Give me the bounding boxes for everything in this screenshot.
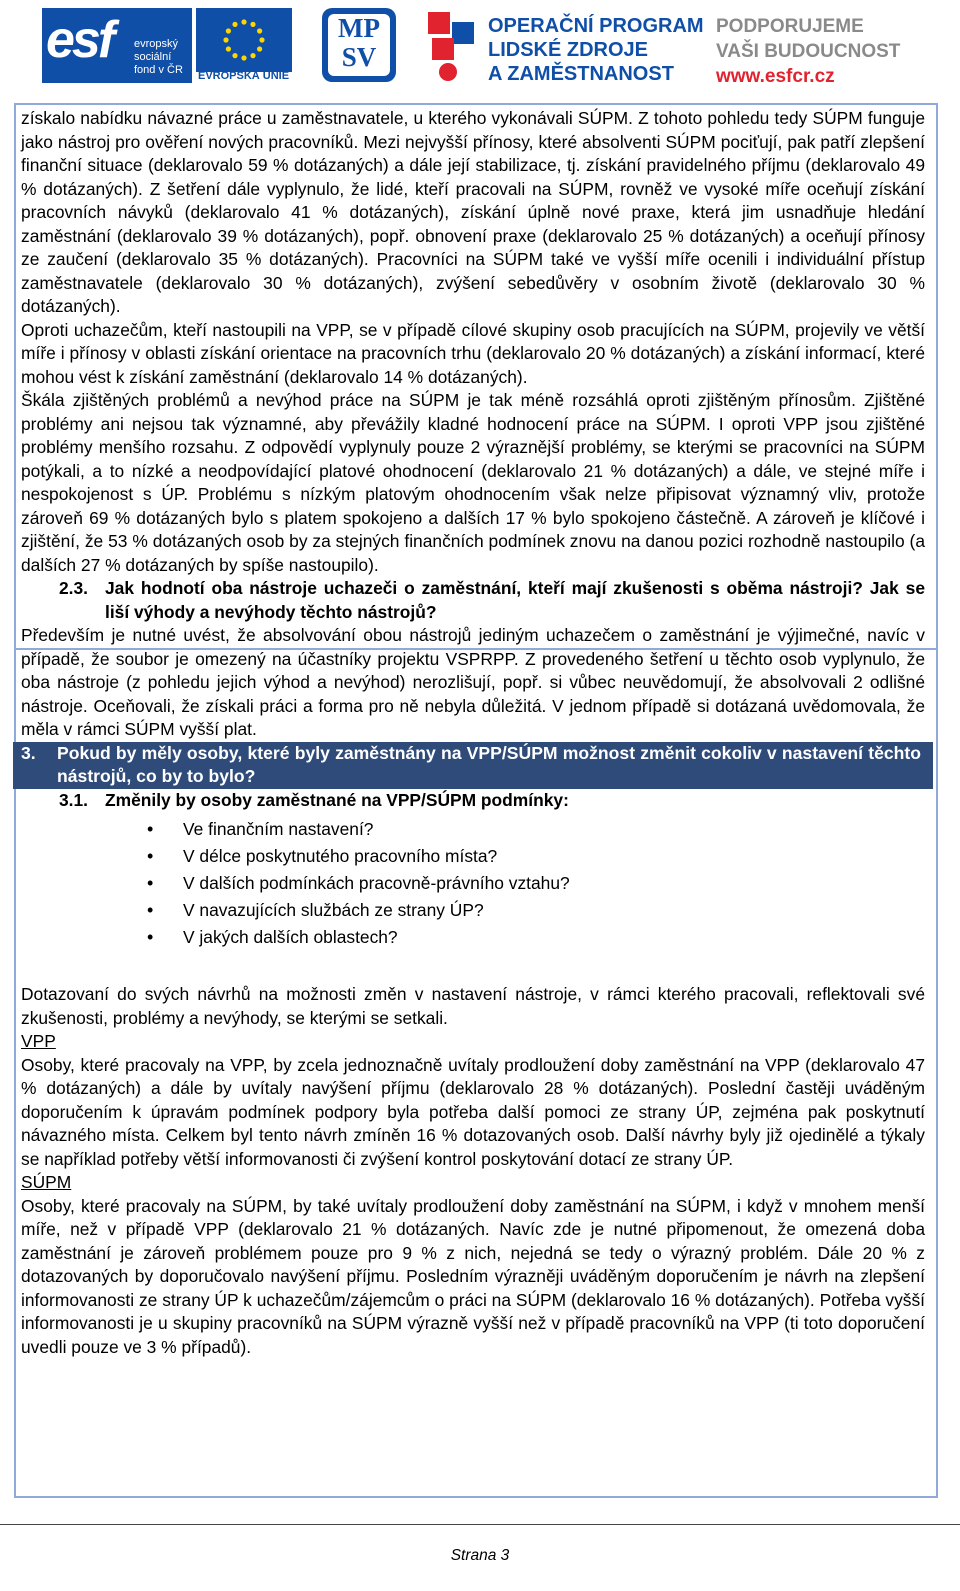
- paragraph-supm-proposals: Osoby, které pracovaly na SÚPM, by také uvítaly prodloužení doby zaměstnání na SÚPM, i když v mnohem menší míře, než v případě VPP (deklarovalo 21 % dotázaných. Navíc zde je nutné připomenout, že omezená doba zaměstnání je zároveň problémem pouze pro 9 % z nich, nejedná se tedy o výrazný problém. Dále 20 % z dotazovaných by doporučovalo navýšení příjmu. Posledním výrazněji uváděným doporučením je návrh na zlepšení informovanosti ze strany ÚP k uchazečům/zájemcům o práci na SÚPM (deklarovalo 16 % dotázaných). Potřeba vyšší informovanosti je u skupiny pracovníků na SÚPM výrazně vyšší než v případě pracovníků na VPP (ti toto doporučení uvedli pouze ve 3 % případů).: [21, 1195, 925, 1357]
- esfcr-support-logo: [716, 14, 900, 89]
- heading-2-3-number: 2.3.: [59, 578, 89, 598]
- esf-logo-caption: [134, 38, 183, 77]
- page-number: Strana 3: [450, 1547, 510, 1564]
- op-line1: OPERAČNÍ PROGRAM: [488, 15, 704, 37]
- heading-3-1: [21, 789, 925, 813]
- op-line2: LIDSKÉ ZDROJE: [488, 39, 649, 61]
- list-item: • V délce poskytnutého pracovního místa?: [21, 843, 925, 870]
- spacer: [21, 961, 925, 983]
- op-lzz-logo-text: [488, 14, 704, 86]
- support-line2: VAŠI BUDOUCNOST: [716, 41, 901, 62]
- heading-3-number: 3.: [21, 742, 36, 763]
- mpsv-line2: SV: [341, 42, 377, 72]
- list-item: • V jakých dalších oblastech?: [21, 924, 925, 951]
- heading-3-1-number: 3.1.: [59, 789, 89, 810]
- heading-3-title: Pokud by měly osoby, které byly zaměstnány na VPP/SÚPM možnost změnit cokoliv v nastavení těchto nástrojů, co by to bylo?: [57, 742, 921, 786]
- support-web: www.esfcr.cz: [716, 66, 835, 87]
- paragraph-supm-problems: Škála zjištěných problémů a nevýhod práce na SÚPM je tak méně rozsáhlá oproti zjištěným přínosům. Zjištěné problémy ani nejsou tak významné, aby převážily kladné hodnocení práce na SÚPM. I oproti VPP jsou zjištěné problémy menšího rozsahu. Z odpovědí vyplynuly pouze 2 výraznější problémy, se kterými se pracovníci na SÚPM potýkali, a to nízké a neodpovídající platové ohodnocení (deklarovalo 21 % dotázaných) a dále, ve stejné míře i nespokojenost s ÚP. Problému s nízkým platovým ohodnocením však nelze připisovat významný vliv, protože zároveň 69 % dotázaných bylo s platem spokojeno a dalších 17 % bylo spokojeno částečně. A zároveň je klíčové i zjištění, že 53 % dotázaných osob by za stejných finančních podmínek znovu na danou pozici rozhodně nastoupilo (a dalších 27 % dotázaných by spíše nastoupilo).: [21, 390, 925, 575]
- op-lzz-logo-icon: [428, 12, 476, 82]
- list-item: • V dalších podmínkách pracovně-právního vztahu?: [21, 870, 925, 897]
- list-item: • Ve finančním nastavení?: [21, 816, 925, 843]
- mpsv-line1: MP: [338, 13, 380, 43]
- eu-flag-logo: [196, 8, 292, 72]
- esf-logo: [42, 8, 192, 83]
- vpp-label: VPP: [21, 1031, 56, 1051]
- esf-caption-line2: sociální: [134, 51, 172, 63]
- heading-2-3-title: Jak hodnotí oba nástroje uchazeči o zaměstnání, kteří mají zkušenosti s oběma nástroji? Jak se liší výhody a nevýhody těchto nástrojů?: [105, 578, 925, 622]
- esf-caption-line3: fond v ČR: [134, 64, 183, 76]
- paragraph-both-tools: Především je nutné uvést, že absolvování obou nástrojů jediným uchazečem o zaměstnání je výjimečné, navíc v případě, že soubor je omezený na účastníky projektu VSPRPP. Z provedeného šetření u těchto osob vyplynulo, že oba nástroje (z pohledu jejich výhod a nevýhod) nerozlišují, popř. si vůbec neuvědomují, že absolvovali 2 odlišné nástroje. Oceňovali, že získali práci a forma pro ně nebyla důležitá. V jednom případě si dotázaná uvědomovala, že měla v rámci SÚPM vyšší plat.: [21, 625, 925, 739]
- esf-logo-mark: esf: [46, 11, 113, 69]
- paragraph-proposals-intro: Dotazovaní do svých návrhů na možnosti změn v nastavení nástroje, v rámci kterého pracovali, reflektovali své zkušenosti, problémy a nevýhody, se kterými se setkali.: [21, 984, 925, 1028]
- support-line1: PODPORUJEME: [716, 16, 864, 37]
- heading-3: [13, 742, 933, 789]
- esf-caption-line1: evropský: [134, 38, 179, 50]
- mpsv-logo: [322, 8, 396, 82]
- paragraph-vpp-proposals: Osoby, které pracovaly na VPP, by zcela jednoznačně uvítaly prodloužení doby zaměstnání na VPP (deklarovalo 47 % dotázaných) a dále by uvítaly navýšení příjmu (deklarovalo 28 % dotázaných). Poslední častěji uváděným doporučením k úpravám podmínek podpory byla potřeba další pomoci ze strany ÚP, zejména pak poskytnutí návazného místa. Celkem byl tento návrh zmíněn 16 % dotazovaných osob. Další návrhy byly již ojedinělé a týkaly se například potřeby větší informovanosti či zvýšení kontrol poskytování dotací ze strany ÚP.: [21, 1054, 925, 1169]
- conditions-bullet-list: [21, 816, 925, 951]
- eu-stars-icon: [196, 8, 292, 72]
- header-logo-bar: [0, 0, 960, 96]
- paragraph-supm-benefits: získalo nabídku návazné práce u zaměstnavatele, u kterého vykonávali SÚPM. Z tohoto pohledu tedy SÚPM funguje jako nástroj pro ověření nových pracovníků. Mezi nejvyšší přínosy, které absolventi SÚPM pociťují, pak patří zlepšení finanční situace (deklarovalo 59 % dotázaných) a dále její stabilizace, tj. získání pravidelného příjmu (deklarovalo 49 % dotázaných). Z šetření dále vyplynulo, že lidé, kteří pracovali na SÚPM, rovněž ve vysoké míře oceňují získání pracovních návyků (deklarovalo 41 % dotázaných), získání úplně nové praxe, která jim usnadňuje hledání zaměstnání (deklarovalo 39 % dotázaných), popř. obnovení praxe (deklarovalo 25 % dotázaných) a oceňují přínosy ze zaučení (deklarovalo 35 % dotázaných). Pracovníci na SÚPM také ve vyšší míře ocenili i individuální přístup zaměstnavatele (deklarovalo 30 % dotázaných), zvýšení sebedůvěry v osobním životě (deklarovalo 30 % dotázaných).: [21, 108, 925, 316]
- supm-label: SÚPM: [21, 1172, 72, 1192]
- mpsv-logo-text: [328, 14, 390, 76]
- op-line3: A ZAMĚSTNANOST: [488, 63, 674, 85]
- footer-divider: [0, 1524, 960, 1525]
- paragraph-supm-vs-vpp: Oproti uchazečům, kteří nastoupili na VPP, se v případě cílové skupiny osob pracujících na SÚPM, projevily ve větší míře i přínosy v oblasti získání orientace na pracovních trhu (deklarovalo 20 % dotázaných) a získání informací, které mohou vést k získání zaměstnání (deklarovalo 14 % dotázaných).: [21, 319, 925, 387]
- list-item: • V navazujících službách ze strany ÚP?: [21, 897, 925, 924]
- document-body: [21, 107, 925, 1359]
- heading-2-3: [21, 577, 925, 624]
- eu-logo-caption: EVROPSKÁ UNIE: [198, 70, 290, 82]
- heading-3-1-title: Změnily by osoby zaměstnané na VPP/SÚPM podmínky:: [105, 789, 569, 810]
